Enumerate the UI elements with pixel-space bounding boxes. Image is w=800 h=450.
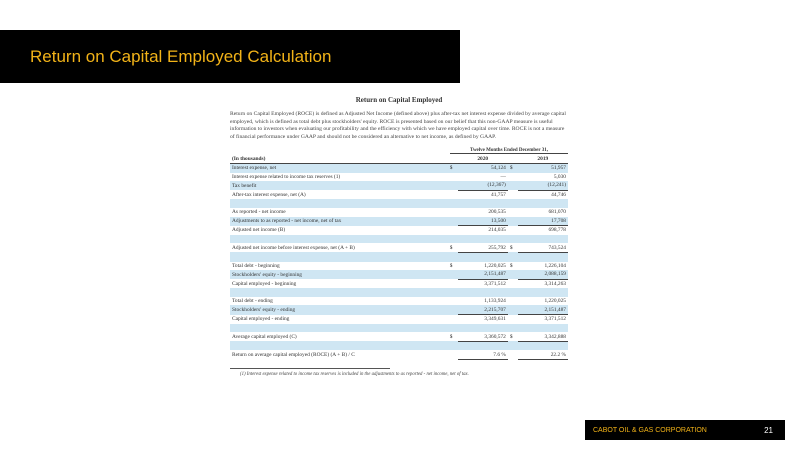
value-2019: 3,371,512 bbox=[544, 316, 566, 323]
value-2020: 7.6 % bbox=[458, 350, 508, 359]
row-label: Adjusted net income (B) bbox=[232, 227, 286, 234]
table-row bbox=[230, 190, 568, 199]
table-row bbox=[230, 297, 568, 306]
year-header-2020: 2020 bbox=[458, 154, 508, 163]
currency-2020: $ bbox=[449, 333, 453, 340]
row-label: As reported - net income bbox=[232, 209, 286, 216]
value-2020 bbox=[458, 252, 508, 261]
slide-title: Return on Capital Employed Calculation bbox=[30, 46, 332, 66]
currency-2020 bbox=[448, 324, 458, 333]
row-label bbox=[230, 324, 448, 333]
document-paragraph: Return on Capital Employed (ROCE) is defined as Adjusted Net Income (defined above) plus after-tax net interest expense divided by average capital employed, which is defined as total debt plus stockholders' equity. ROCE is presented based on our belief that this non-GAAP measure is useful information to investors when evaluating our profitability and the efficiency with which we have employed capital over time. ROCE is not a measure of financial performance under GAAP and should not be considered an alternative to net income, as defined by GAAP. bbox=[230, 111, 566, 140]
row-label: Adjustments to as reported - net income, net of tax bbox=[230, 217, 448, 226]
row-label bbox=[230, 235, 448, 244]
value-2020 bbox=[458, 324, 508, 333]
value-2019: 743,524 bbox=[518, 243, 568, 252]
value-2020: 54,124 bbox=[458, 163, 508, 172]
table-row bbox=[230, 350, 568, 359]
row-label: Adjusted net income before interest expense, net (A + B) bbox=[232, 244, 355, 251]
value-2019: 681,070 bbox=[548, 209, 566, 216]
currency-2019 bbox=[508, 305, 518, 314]
value-2019: 1,220,025 bbox=[544, 298, 566, 305]
currency-2019 bbox=[508, 173, 518, 182]
table-row bbox=[230, 332, 568, 341]
company-name: CABOT OIL & GAS CORPORATION bbox=[593, 426, 707, 434]
currency-2020 bbox=[448, 190, 458, 199]
currency-2019 bbox=[508, 190, 518, 199]
table-row bbox=[230, 288, 568, 297]
currency-2019 bbox=[508, 199, 518, 208]
row-label: Stockholders' equity - beginning bbox=[230, 270, 448, 279]
value-2020: 3,349,631 bbox=[484, 316, 506, 323]
row-label: Return on average capital employed (ROCE) (A + B) / C bbox=[232, 351, 355, 358]
currency-2019 bbox=[508, 297, 518, 306]
table-row bbox=[230, 173, 568, 182]
value-2019 bbox=[518, 341, 568, 350]
currency-2019 bbox=[508, 270, 518, 279]
currency-2019 bbox=[508, 279, 518, 288]
table-row bbox=[230, 243, 568, 252]
currency-2020 bbox=[448, 350, 458, 359]
currency-2020 bbox=[448, 279, 458, 288]
currency-2020 bbox=[448, 305, 458, 314]
table-row bbox=[230, 181, 568, 190]
value-2019 bbox=[518, 199, 568, 208]
currency-2019 bbox=[508, 288, 518, 297]
row-label bbox=[230, 288, 448, 297]
period-header: Twelve Months Ended December 31, bbox=[450, 148, 568, 154]
table-row bbox=[230, 270, 568, 279]
footnote-divider bbox=[230, 368, 390, 369]
currency-2020 bbox=[448, 288, 458, 297]
value-2020: 214,035 bbox=[488, 227, 506, 234]
value-2020: — bbox=[500, 173, 506, 180]
value-2020 bbox=[458, 235, 508, 244]
document-heading: Return on Capital Employed bbox=[355, 96, 443, 104]
value-2019: 5,030 bbox=[553, 173, 566, 180]
currency-2020: $ bbox=[449, 244, 453, 251]
value-2019 bbox=[518, 252, 568, 261]
table-header-row bbox=[230, 154, 568, 163]
value-2019: 1,226,104 bbox=[544, 262, 566, 269]
currency-2020 bbox=[448, 252, 458, 261]
currency-2019: $ bbox=[508, 163, 518, 172]
value-2019 bbox=[518, 288, 568, 297]
row-label: Capital employed - beginning bbox=[232, 280, 297, 287]
value-2019: 22.2 % bbox=[518, 350, 568, 359]
currency-2020 bbox=[448, 341, 458, 350]
value-2019 bbox=[518, 324, 568, 333]
value-2020 bbox=[458, 341, 508, 350]
currency-2020 bbox=[448, 297, 458, 306]
currency-2019: $ bbox=[509, 262, 513, 269]
row-label: Interest expense, net bbox=[230, 163, 448, 172]
row-label: Stockholders' equity - ending bbox=[230, 305, 448, 314]
table-row bbox=[230, 208, 568, 217]
currency-2019 bbox=[508, 208, 518, 217]
value-2020: 200,535 bbox=[488, 209, 506, 216]
table-row bbox=[230, 279, 568, 288]
value-2019: 2,088,159 bbox=[518, 270, 568, 279]
currency-2019 bbox=[508, 226, 518, 235]
table-body bbox=[230, 163, 568, 359]
table-row bbox=[230, 217, 568, 226]
currency-2019 bbox=[508, 181, 518, 190]
value-2019: 3,342,888 bbox=[518, 332, 568, 341]
unit-label: (In thousands) bbox=[230, 154, 448, 163]
row-label bbox=[230, 341, 448, 350]
row-label: Tax benefit bbox=[230, 181, 448, 190]
value-2020: 41,757 bbox=[491, 192, 506, 199]
value-2020: 13,500 bbox=[458, 217, 508, 226]
table-row bbox=[230, 341, 568, 350]
value-2019: 44,746 bbox=[551, 192, 566, 199]
currency-2019 bbox=[508, 217, 518, 226]
value-2020: 3,360,572 bbox=[458, 332, 508, 341]
currency-2020 bbox=[448, 270, 458, 279]
currency-2020 bbox=[448, 315, 458, 324]
value-2020: (12,367) bbox=[458, 181, 508, 190]
currency-2020 bbox=[448, 235, 458, 244]
currency-2019 bbox=[508, 341, 518, 350]
table-row bbox=[230, 252, 568, 261]
page-number: 21 bbox=[764, 425, 773, 435]
row-label bbox=[230, 252, 448, 261]
currency-2019 bbox=[508, 315, 518, 324]
row-label: Average capital employed (C) bbox=[232, 333, 297, 340]
currency-2019 bbox=[508, 252, 518, 261]
roce-table bbox=[230, 154, 568, 360]
currency-2019 bbox=[508, 350, 518, 359]
currency-2019 bbox=[508, 235, 518, 244]
currency-2020 bbox=[448, 208, 458, 217]
value-2020: 1,133,924 bbox=[484, 298, 506, 305]
currency-2019: $ bbox=[509, 244, 513, 251]
row-label: After-tax interest expense, net (A) bbox=[232, 191, 306, 198]
title-bar bbox=[0, 30, 460, 83]
row-label bbox=[230, 199, 448, 208]
currency-2020 bbox=[448, 173, 458, 182]
row-label: Total debt - ending bbox=[232, 298, 273, 305]
table-row bbox=[230, 315, 568, 324]
row-label: Interest expense related to income tax reserves (1) bbox=[232, 173, 341, 180]
table-row bbox=[230, 235, 568, 244]
value-2019: 3,314,263 bbox=[544, 280, 566, 287]
table-row bbox=[230, 324, 568, 333]
value-2019 bbox=[518, 235, 568, 244]
value-2020: 3,371,512 bbox=[484, 280, 506, 287]
roce-document bbox=[230, 96, 568, 377]
period-header-row bbox=[230, 147, 568, 154]
value-2020: 1,220,025 bbox=[484, 262, 506, 269]
currency-2020: $ bbox=[449, 262, 453, 269]
value-2020: 255,792 bbox=[458, 243, 508, 252]
value-2020 bbox=[458, 199, 508, 208]
currency-2020 bbox=[448, 199, 458, 208]
value-2020: 2,151,487 bbox=[458, 270, 508, 279]
table-row bbox=[230, 305, 568, 314]
value-2019: 698,778 bbox=[548, 227, 566, 234]
table-row bbox=[230, 226, 568, 235]
table-row bbox=[230, 262, 568, 271]
year-header-2019: 2019 bbox=[518, 154, 568, 163]
currency-2019 bbox=[508, 324, 518, 333]
table-row bbox=[230, 199, 568, 208]
value-2019: (12,241) bbox=[518, 181, 568, 190]
currency-2020: $ bbox=[448, 163, 458, 172]
footnote: (1) Interest expense related to income tax reserves is included in the adjustments to as reported - net income, net of tax. bbox=[240, 372, 469, 378]
value-2019: 2,151,487 bbox=[518, 305, 568, 314]
currency-2020 bbox=[448, 217, 458, 226]
currency-2019: $ bbox=[509, 333, 513, 340]
currency-2020 bbox=[448, 181, 458, 190]
value-2020 bbox=[458, 288, 508, 297]
value-2019: 51,957 bbox=[518, 163, 568, 172]
table-row bbox=[230, 163, 568, 172]
value-2020: 2,215,707 bbox=[458, 305, 508, 314]
row-label: Capital employed - ending bbox=[232, 316, 290, 323]
footer-bar bbox=[585, 420, 785, 440]
value-2019: 17,708 bbox=[518, 217, 568, 226]
currency-2020 bbox=[448, 226, 458, 235]
row-label: Total debt - beginning bbox=[232, 262, 280, 269]
